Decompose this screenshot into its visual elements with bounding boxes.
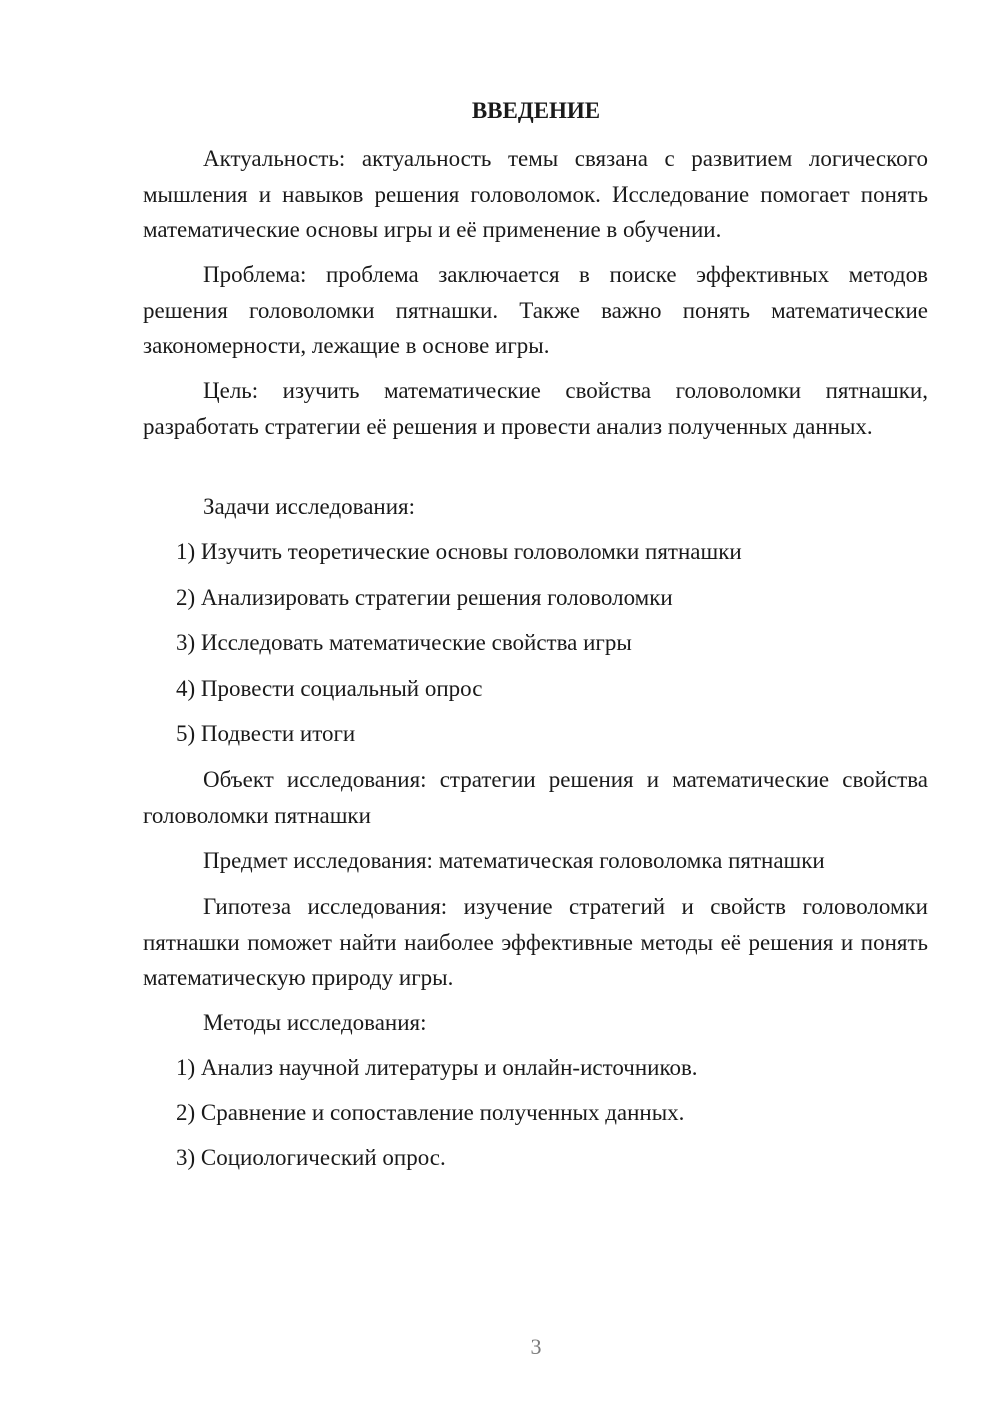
method-item: 3) Социологический опрос. [176, 1145, 446, 1170]
page-title: ВВЕДЕНИЕ [471, 98, 601, 123]
hypothesis-paragraph: Гипотеза исследования: изучение стратегий и свойств головоломки пятнашки поможет найти наиболее эффективные методы её решения и понять математическую природу игры. [143, 894, 928, 990]
object-paragraph: Объект исследования: стратегии решения и математические свойства головоломки пятнашки [143, 767, 928, 828]
page-number: 3 [530, 1334, 542, 1359]
task-item: 1) Изучить теоретические основы головоломки пятнашки [176, 539, 742, 564]
goal-paragraph: Цель: изучить математические свойства головоломки пятнашки, разработать стратегии её решения и провести анализ полученных данных. [143, 378, 928, 439]
subject-paragraph: Предмет исследования: математическая головоломка пятнашки [203, 848, 825, 873]
task-item: 3) Исследовать математические свойства игры [176, 630, 632, 655]
tasks-heading: Задачи исследования: [203, 494, 416, 519]
relevance-paragraph: Актуальность: актуальность темы связана с развитием логического мышления и навыков решения головоломок. Исследование помогает понять математические основы игры и её применение в обучении. [143, 146, 928, 242]
method-item: 1) Анализ научной литературы и онлайн-источников. [176, 1055, 698, 1080]
task-item: 4) Провести социальный опрос [176, 676, 483, 701]
method-item: 2) Сравнение и сопоставление полученных данных. [176, 1100, 685, 1125]
task-item: 2) Анализировать стратегии решения головоломки [176, 585, 673, 610]
problem-paragraph: Проблема: проблема заключается в поиске эффективных методов решения головоломки пятнашки. Также важно понять математические закономерности, лежащие в основе игры. [143, 262, 928, 358]
task-item: 5) Подвести итоги [176, 721, 356, 746]
methods-heading: Методы исследования: [203, 1010, 427, 1035]
